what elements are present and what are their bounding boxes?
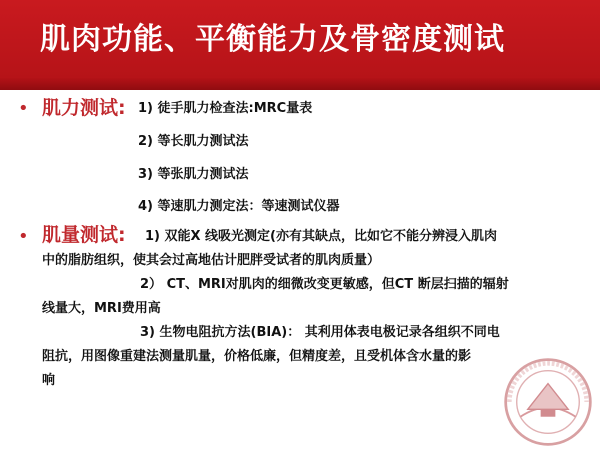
bullet-dot-icon: • <box>18 226 29 247</box>
muscle-mass-item-1-line-2: 中的脂肪组织，使其会过高地估计肥胖受试者的肌肉质量） <box>42 253 381 268</box>
university-seal-icon <box>502 356 594 448</box>
muscle-mass-item-3-line-3: 响 <box>42 373 56 388</box>
muscle-mass-label: 肌量测试: <box>42 224 126 246</box>
muscle-mass-item-2-line-2: 线量大，MRI费用高 <box>42 301 161 316</box>
muscle-strength-item-1: 1) 徒手肌力检查法:MRC量表 <box>138 101 313 116</box>
muscle-mass-item-2-line-1: 2） CT、MRI对肌肉的细微改变更敏感，但CT 断层扫描的辐射 <box>140 277 509 292</box>
slide-title: 肌肉功能、平衡能力及骨密度测试 <box>40 22 505 57</box>
title-bar-fold <box>0 78 600 90</box>
title-bar <box>0 0 600 90</box>
muscle-mass-item-3-line-2: 阻抗，用图像重建法测量肌量，价格低廉，但精度差，且受机体含水量的影 <box>42 349 472 364</box>
bullet-dot-icon: • <box>18 98 29 119</box>
muscle-mass-item-1-line-1: 1) 双能X 线吸光测定(亦有其缺点，比如它不能分辨浸入肌肉 <box>145 229 498 244</box>
muscle-strength-item-3: 3) 等张肌力测试法 <box>138 167 249 182</box>
muscle-strength-item-4: 4) 等速肌力测定法：等速测试仪器 <box>138 199 340 214</box>
muscle-strength-item-2: 2) 等长肌力测试法 <box>138 134 249 149</box>
muscle-strength-label: 肌力测试: <box>42 97 126 119</box>
muscle-mass-item-3-line-1: 3) 生物电阻抗方法(BIA)： 其利用体表电极记录各组织不同电 <box>140 325 500 340</box>
